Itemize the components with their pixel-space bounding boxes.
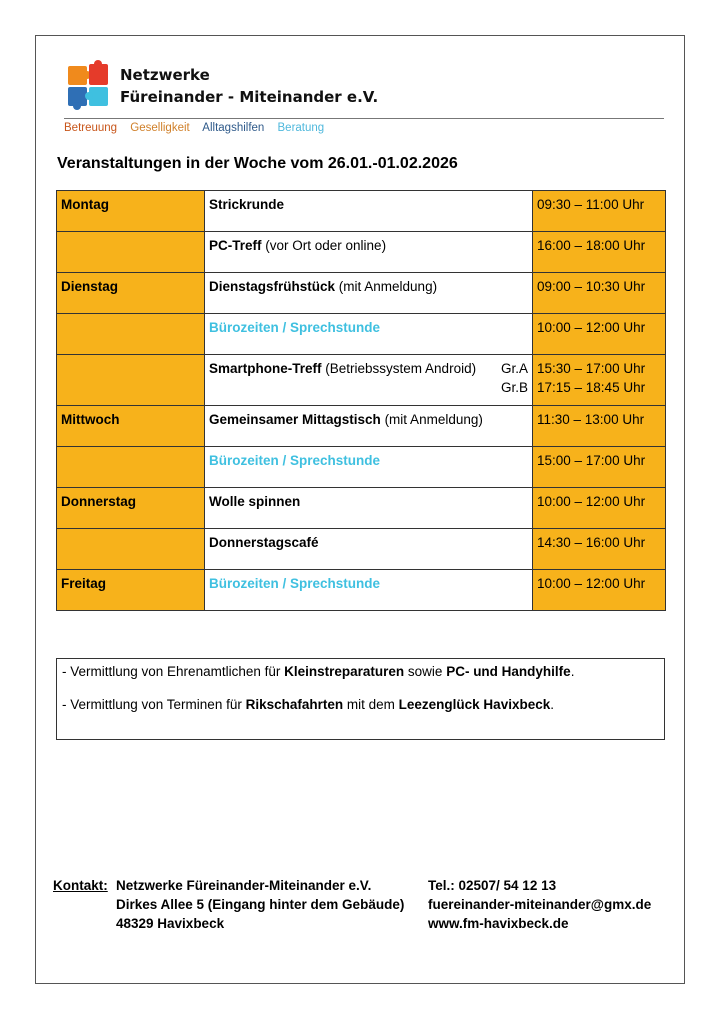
group-label: Gr.B	[500, 380, 528, 395]
event-title-office-hours: Bürozeiten / Sprechstunde	[209, 453, 381, 468]
time-cell: 09:30 – 11:00 Uhr	[533, 191, 666, 232]
tagline-item: Alltagshilfen	[202, 122, 265, 134]
event-cell	[205, 273, 533, 314]
address-line: 48329 Havixbeck	[116, 916, 225, 931]
day-cell: Dienstag	[57, 273, 205, 314]
event-note: (Betriebssystem Android)	[321, 361, 477, 376]
address-line: Dirkes Allee 5 (Eingang hinter dem Gebäude)	[116, 897, 405, 912]
org-name	[120, 64, 378, 108]
table-row	[57, 529, 666, 570]
puzzle-logo-icon	[64, 60, 112, 112]
event-title: Donnerstagscafé	[209, 535, 319, 550]
table-row	[57, 355, 666, 406]
tagline-item: Beratung	[277, 122, 325, 134]
table-row	[57, 232, 666, 273]
event-title: Wolle spinnen	[209, 494, 301, 509]
event-title: Strickrunde	[209, 197, 285, 212]
event-cell	[205, 406, 533, 447]
day-cell: Freitag	[57, 570, 205, 611]
event-title: Dienstagsfrühstück	[209, 279, 336, 294]
org-name-line1: Netzwerke	[120, 66, 210, 84]
event-note: (vor Ort oder online)	[261, 238, 387, 253]
tagline-item: Geselligkeit	[130, 122, 190, 134]
info-line: - Vermittlung von Ehrenamtlichen für Kleinstreparaturen sowie PC- und Handyhilfe.	[62, 664, 575, 679]
contact-label: Kontakt:	[53, 878, 108, 893]
table-row	[57, 570, 666, 611]
event-cell	[205, 232, 533, 273]
event-title-office-hours: Bürozeiten / Sprechstunde	[209, 576, 381, 591]
contact-website[interactable]: www.fm-havixbeck.de	[428, 916, 569, 931]
day-cell	[57, 232, 205, 273]
event-cell	[205, 314, 533, 355]
table-row	[57, 406, 666, 447]
table-row	[57, 314, 666, 355]
schedule-table	[56, 190, 666, 611]
time-cell: 09:00 – 10:30 Uhr	[533, 273, 666, 314]
contact-phone: Tel.: 02507/ 54 12 13	[428, 878, 557, 893]
event-title: Gemeinsamer Mittagstisch	[209, 412, 381, 427]
event-title: Smartphone-Treff	[209, 361, 322, 376]
event-cell	[205, 191, 533, 232]
tagline-item: Betreuung	[64, 122, 118, 134]
day-cell	[57, 355, 205, 406]
time-cell: 16:00 – 18:00 Uhr	[533, 232, 666, 273]
tagline	[64, 122, 334, 134]
address-line: Netzwerke Füreinander-Miteinander e.V.	[116, 878, 372, 893]
contact-address	[116, 876, 404, 933]
day-cell	[57, 529, 205, 570]
event-note: (mit Anmeldung)	[335, 279, 438, 294]
group-label: Gr.A	[500, 361, 528, 376]
event-note: (mit Anmeldung)	[380, 412, 483, 427]
time-cell	[533, 355, 666, 406]
contact-details	[428, 876, 651, 933]
time-cell: 10:00 – 12:00 Uhr	[533, 314, 666, 355]
event-cell	[205, 570, 533, 611]
time-value: 15:30 – 17:00 Uhr	[537, 361, 646, 376]
day-cell	[57, 314, 205, 355]
event-cell	[205, 529, 533, 570]
event-cell	[205, 488, 533, 529]
event-title-office-hours: Bürozeiten / Sprechstunde	[209, 320, 381, 335]
info-box	[56, 658, 665, 740]
event-cell	[205, 355, 533, 406]
time-value: 17:15 – 18:45 Uhr	[537, 380, 646, 395]
header-divider	[64, 118, 664, 119]
day-cell: Donnerstag	[57, 488, 205, 529]
event-title: PC-Treff	[209, 238, 262, 253]
time-cell: 14:30 – 16:00 Uhr	[533, 529, 666, 570]
table-row	[57, 191, 666, 232]
table-row	[57, 273, 666, 314]
day-cell	[57, 447, 205, 488]
table-row	[57, 447, 666, 488]
time-cell: 10:00 – 12:00 Uhr	[533, 570, 666, 611]
day-cell: Montag	[57, 191, 205, 232]
event-cell	[205, 447, 533, 488]
time-cell: 11:30 – 13:00 Uhr	[533, 406, 666, 447]
table-row	[57, 488, 666, 529]
contact-email[interactable]: fuereinander-miteinander@gmx.de	[428, 897, 652, 912]
time-cell: 10:00 – 12:00 Uhr	[533, 488, 666, 529]
org-name-line2: Füreinander - Miteinander e.V.	[120, 88, 379, 106]
page-title: Veranstaltungen in der Woche vom 26.01.-01.02.2026	[57, 155, 458, 172]
info-line: - Vermittlung von Terminen für Rikschafahrten mit dem Leezenglück Havixbeck.	[62, 697, 554, 712]
day-cell: Mittwoch	[57, 406, 205, 447]
time-cell: 15:00 – 17:00 Uhr	[533, 447, 666, 488]
